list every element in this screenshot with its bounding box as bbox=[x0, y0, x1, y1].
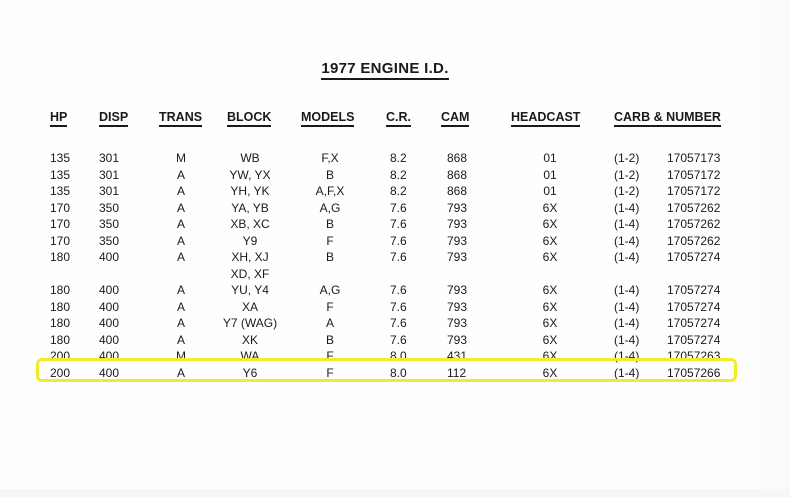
cell-carb-number: 17057274 bbox=[667, 299, 721, 314]
highlight-box bbox=[36, 358, 737, 382]
cell-block: XA bbox=[241, 299, 258, 314]
cell-trans: A bbox=[176, 332, 185, 347]
cell-models: A,G bbox=[319, 200, 341, 215]
cell-headcast: 01 bbox=[543, 151, 557, 165]
cell-trans: A bbox=[176, 184, 185, 198]
cell-block: Y7 (WAG) bbox=[222, 316, 278, 330]
cell-cr: 7.6 bbox=[390, 233, 407, 248]
cell-disp: 400 bbox=[99, 332, 120, 347]
cell-headcast: 6X bbox=[542, 217, 558, 231]
cell-cr: 7.6 bbox=[390, 299, 407, 314]
cell-hp: 180 bbox=[50, 283, 71, 297]
cell-trans: A bbox=[176, 200, 185, 215]
cell-disp: 301 bbox=[99, 184, 120, 198]
cell-headcast: 01 bbox=[543, 167, 557, 182]
cell-cam: 793 bbox=[447, 233, 468, 248]
cell-models: B bbox=[325, 250, 334, 264]
cell-disp: 400 bbox=[99, 299, 120, 314]
cell-cr: 8.0 bbox=[390, 365, 407, 380]
cell-disp: 400 bbox=[99, 349, 120, 363]
cell-hp: 180 bbox=[50, 332, 71, 347]
table-row bbox=[0, 167, 790, 183]
table-row bbox=[0, 299, 790, 315]
cell-carb-number: 17057262 bbox=[667, 217, 721, 231]
cell-cr: 8.2 bbox=[390, 184, 407, 198]
cell-headcast: 6X bbox=[542, 365, 558, 380]
cell-cam: 793 bbox=[447, 283, 468, 297]
page-title bbox=[0, 60, 790, 77]
cell-carb: (1-2) bbox=[614, 151, 640, 165]
cell-cr: 7.6 bbox=[390, 250, 407, 264]
cell-carb: (1-2) bbox=[614, 167, 640, 182]
cell-carb-number: 17057274 bbox=[667, 332, 721, 347]
cell-headcast: 6X bbox=[542, 299, 558, 314]
cell-block: Y9 bbox=[242, 233, 258, 248]
cell-trans: A bbox=[176, 233, 185, 248]
cell-cam: 868 bbox=[447, 167, 468, 182]
title-text: 1977 ENGINE I.D. bbox=[321, 60, 448, 80]
cell-carb-number: 17057266 bbox=[667, 365, 721, 380]
cell-disp: 301 bbox=[99, 167, 120, 182]
cell-headcast: 6X bbox=[542, 283, 558, 297]
cell-hp: 200 bbox=[50, 365, 71, 380]
cell-carb: (1-4) bbox=[614, 250, 640, 264]
cell-headcast: 6X bbox=[542, 200, 558, 215]
cell-hp: 135 bbox=[50, 184, 71, 198]
cell-models: F bbox=[326, 299, 334, 314]
cell-cr: 7.6 bbox=[390, 283, 407, 297]
cell-trans: A bbox=[176, 365, 185, 380]
cell-cr: 8.0 bbox=[390, 349, 407, 363]
header-cr: C.R. bbox=[386, 110, 411, 127]
cell-carb: (1-4) bbox=[614, 283, 640, 297]
page-margin-bottom bbox=[0, 489, 790, 497]
cell-models: F,X bbox=[321, 151, 339, 165]
cell-cr: 7.6 bbox=[390, 217, 407, 231]
header-headcast: HEADCAST bbox=[511, 110, 580, 127]
cell-hp: 180 bbox=[50, 250, 71, 264]
cell-block: WA bbox=[240, 349, 260, 363]
cell-cam: 868 bbox=[447, 184, 468, 198]
cell-disp: 400 bbox=[99, 316, 120, 330]
cell-hp: 135 bbox=[50, 167, 71, 182]
cell-block: Y6 bbox=[242, 365, 258, 380]
cell-carb-number: 17057173 bbox=[667, 151, 721, 165]
table-row bbox=[0, 249, 790, 265]
cell-cr: 7.6 bbox=[390, 316, 407, 330]
cell-disp: 301 bbox=[99, 151, 120, 165]
cell-block: XB, XC bbox=[230, 217, 270, 231]
cell-trans: A bbox=[176, 167, 185, 182]
cell-hp: 135 bbox=[50, 151, 71, 165]
header-trans: TRANS bbox=[159, 110, 202, 127]
cell-carb-number: 17057262 bbox=[667, 200, 721, 215]
cell-carb: (1-4) bbox=[614, 316, 640, 330]
cell-headcast: 6X bbox=[542, 332, 558, 347]
cell-cr: 8.2 bbox=[390, 151, 407, 165]
table-row bbox=[0, 216, 790, 232]
cell-cam: 868 bbox=[447, 151, 468, 165]
cell-carb-number: 17057263 bbox=[667, 349, 721, 363]
cell-block: XH, XJ bbox=[231, 250, 269, 264]
cell-trans: A bbox=[176, 217, 185, 231]
cell-carb: (1-2) bbox=[614, 184, 640, 198]
cell-hp: 200 bbox=[50, 349, 71, 363]
header-carb-number: CARB & NUMBER bbox=[614, 110, 721, 127]
cell-trans: A bbox=[176, 283, 185, 297]
cell-trans: A bbox=[176, 250, 185, 264]
cell-cam: 793 bbox=[447, 200, 468, 215]
cell-disp: 350 bbox=[99, 200, 120, 215]
cell-disp: 400 bbox=[99, 250, 120, 264]
cell-carb-number: 17057274 bbox=[667, 250, 721, 264]
header-hp: HP bbox=[50, 110, 67, 127]
cell-models: A,G bbox=[319, 283, 341, 297]
cell-cam: 431 bbox=[447, 349, 468, 363]
cell-trans: M bbox=[176, 151, 186, 165]
cell-models: F bbox=[326, 349, 334, 363]
cell-trans: M bbox=[176, 349, 186, 363]
cell-models: F bbox=[326, 365, 334, 380]
cell-models: B bbox=[325, 167, 334, 182]
cell-hp: 170 bbox=[50, 217, 71, 231]
cell-carb-number: 17057172 bbox=[667, 167, 721, 182]
cell-block: YH, YK bbox=[230, 184, 270, 198]
table-row bbox=[0, 200, 790, 216]
cell-block: YW, YX bbox=[229, 167, 271, 182]
cell-carb-number: 17057262 bbox=[667, 233, 721, 248]
cell-carb-number: 17057172 bbox=[667, 184, 721, 198]
cell-cr: 8.2 bbox=[390, 167, 407, 182]
table-row bbox=[0, 282, 790, 298]
cell-trans: A bbox=[176, 316, 185, 330]
table-row bbox=[0, 183, 790, 199]
header-cam: CAM bbox=[441, 110, 469, 127]
cell-block: YA, YB bbox=[231, 200, 269, 215]
table-row bbox=[0, 332, 790, 348]
cell-models: A bbox=[325, 316, 334, 330]
cell-disp: 350 bbox=[99, 233, 120, 248]
cell-block: WB bbox=[240, 151, 260, 165]
cell-headcast: 6X bbox=[542, 233, 558, 248]
cell-models: B bbox=[325, 332, 334, 347]
cell-disp: 400 bbox=[99, 283, 120, 297]
cell-cam: 112 bbox=[447, 365, 467, 380]
cell-cam: 793 bbox=[447, 250, 468, 264]
cell-carb: (1-4) bbox=[614, 365, 640, 380]
cell-carb-number: 17057274 bbox=[667, 283, 721, 297]
cell-cr: 7.6 bbox=[390, 332, 407, 347]
cell-headcast: 6X bbox=[542, 250, 558, 264]
cell-headcast: 6X bbox=[542, 316, 558, 330]
cell-disp: 350 bbox=[99, 217, 120, 231]
cell-carb-number: 17057274 bbox=[667, 316, 721, 330]
cell-carb: (1-4) bbox=[614, 200, 640, 215]
cell-carb: (1-4) bbox=[614, 349, 640, 363]
cell-block: XK bbox=[241, 332, 258, 347]
cell-hp: 180 bbox=[50, 316, 71, 330]
cell-cam: 793 bbox=[447, 332, 468, 347]
cell-headcast: 6X bbox=[542, 349, 558, 363]
cell-hp: 170 bbox=[50, 233, 71, 248]
table-row bbox=[0, 315, 790, 331]
table-row bbox=[0, 266, 790, 282]
header-block: BLOCK bbox=[227, 110, 271, 127]
cell-block: YU, Y4 bbox=[231, 283, 269, 297]
cell-carb: (1-4) bbox=[614, 217, 640, 231]
cell-models: F bbox=[326, 233, 334, 248]
cell-cam: 793 bbox=[447, 299, 468, 314]
cell-carb: (1-4) bbox=[614, 233, 640, 248]
header-models: MODELS bbox=[301, 110, 354, 127]
cell-hp: 170 bbox=[50, 200, 71, 215]
cell-disp: 400 bbox=[99, 365, 120, 380]
cell-headcast: 01 bbox=[543, 184, 557, 198]
cell-cam: 793 bbox=[447, 316, 468, 330]
table-row bbox=[0, 150, 790, 166]
cell-cr: 7.6 bbox=[390, 200, 407, 215]
cell-hp: 180 bbox=[50, 299, 71, 314]
cell-block: XD, XF bbox=[230, 266, 270, 281]
table-row bbox=[0, 233, 790, 249]
cell-carb: (1-4) bbox=[614, 332, 640, 347]
cell-models: A,F,X bbox=[315, 184, 345, 198]
header-disp: DISP bbox=[99, 110, 128, 127]
cell-cam: 793 bbox=[447, 217, 468, 231]
cell-models: B bbox=[325, 217, 334, 231]
cell-carb: (1-4) bbox=[614, 299, 640, 314]
cell-trans: A bbox=[176, 299, 185, 314]
